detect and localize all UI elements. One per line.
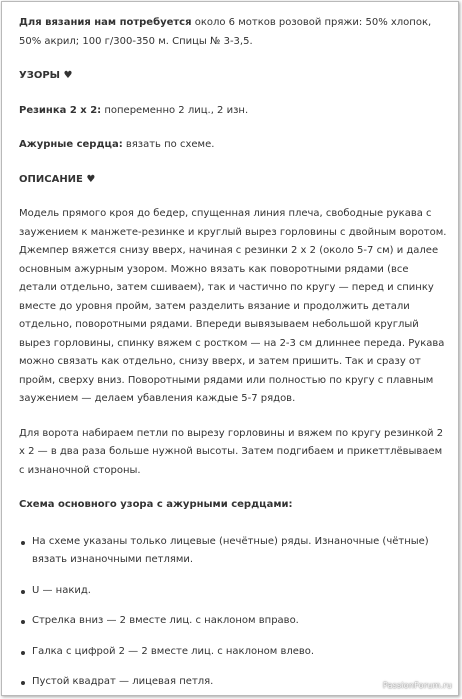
openwork-label: Ажурные сердца: xyxy=(19,139,123,150)
list-item: На схеме указаны только лицевые (нечётные) ряды. Изнаночные (чётные) вязать изнаночными петлями. xyxy=(19,533,447,570)
rib-text: попеременно 2 лиц., 2 изн. xyxy=(101,104,249,116)
rib-paragraph xyxy=(19,102,447,121)
list-item: Пустой квадрат — лицевая петля. xyxy=(19,673,447,692)
article-body xyxy=(19,14,447,692)
openwork-text: вязать по схеме. xyxy=(122,139,215,150)
collar-paragraph: Для ворота набираем петли по вырезу горловины и вяжем по кругу резинкой 2 х 2 — в два раза больше нужной высоты. Затем подгибаем и прикеттлёвываем с изнаночной стороны. xyxy=(19,427,444,476)
description-paragraph: Модель прямого кроя до бедер, спущенная линия плеча, свободные рукава с заужением к манжете-резинке и круглый вырез горловины с двойным воротом. Джемпер вяжется снизу вверх, начиная с резинки 2 х 2 (около 5-7 см) и далее основным ажурным узором. Можно вязать как поворотными рядами (все детали отдельно, затем сшиваем), так и частично по кругу — перед и спинку вместе до уровня пройм, затем разделить вязание и продолжить детали отдельно, поворотными рядами. Впереди вывязываем небольшой круглый вырез горловины, спинку вяжем с ростком — на 2-3 см длиннее переда. Рукава можно связать как отдельно, снизу вверх, и затем пришить. Так и сразу от пройм, сверху вниз. Поворотными рядами или полностью по кругу с плавным заужением — делаем убавления каждые 5-7 рядов. xyxy=(19,208,447,404)
materials-paragraph xyxy=(19,14,447,51)
materials-text: около 6 мотков розовой пряжи: 50% хлопок, 50% акрил; 100 г/300-350 м. Спицы № 3-3,5. xyxy=(19,17,432,47)
document-frame xyxy=(1,1,459,696)
list-item: Галка с цифрой 2 — 2 вместе лиц. с наклоном влево. xyxy=(19,643,447,662)
scheme-heading: Схема основного узора с ажурными сердцами: xyxy=(19,499,293,510)
watermark: PassionForum.ru xyxy=(382,681,452,690)
rib-label: Резинка 2 х 2: xyxy=(19,104,102,116)
materials-label: Для вязания нам потребуется xyxy=(19,17,192,28)
description-heading: ОПИСАНИЕ ♥ xyxy=(19,173,96,185)
patterns-heading: УЗОРЫ ♥ xyxy=(19,70,73,81)
scheme-list xyxy=(19,533,447,692)
list-item: Стрелка вниз — 2 вместе лиц. с наклоном вправо. xyxy=(19,612,447,631)
list-item: U — накид. xyxy=(19,582,447,601)
openwork-paragraph xyxy=(19,136,447,155)
